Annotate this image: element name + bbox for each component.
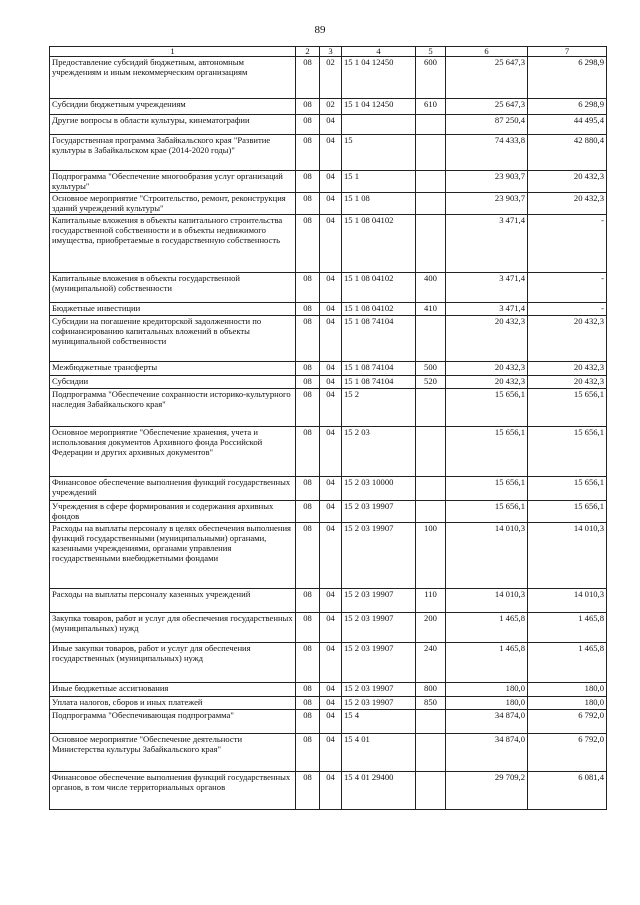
target-article-cell: 15 2 03 <box>342 427 416 477</box>
target-article-cell: 15 <box>342 135 416 171</box>
section-code-cell: 08 <box>296 523 320 589</box>
row-name-cell: Подпрограмма "Обеспечение многообразия услуг организаций культуры" <box>50 171 296 193</box>
target-article-cell: 15 4 01 <box>342 734 416 772</box>
amount-2019-cell: 29 709,2 <box>446 772 528 810</box>
table-row <box>50 734 607 772</box>
target-article-cell: 15 2 03 19907 <box>342 523 416 589</box>
target-article-cell: 15 1 08 74104 <box>342 316 416 362</box>
expense-type-cell <box>416 171 446 193</box>
table-row <box>50 477 607 501</box>
table-row <box>50 171 607 193</box>
section-code-cell: 08 <box>296 697 320 710</box>
expense-type-cell <box>416 115 446 135</box>
amount-2019-cell: 3 471,4 <box>446 215 528 273</box>
row-name-cell: Подпрограмма "Обеспечивающая подпрограмма" <box>50 710 296 734</box>
section-code-cell: 08 <box>296 427 320 477</box>
target-article-cell: 15 1 08 74104 <box>342 376 416 389</box>
subsection-code-cell: 04 <box>320 193 342 215</box>
row-name-cell: Капитальные вложения в объекты капитального строительства государственной собственности и в объекты недвижимого имущества, приобретаемые в государственную собственность <box>50 215 296 273</box>
subsection-code-cell: 04 <box>320 589 342 613</box>
amount-2020-cell: 1 465,8 <box>528 643 607 683</box>
table-row <box>50 643 607 683</box>
subsection-code-cell: 04 <box>320 710 342 734</box>
expense-type-cell <box>416 427 446 477</box>
table-row <box>50 501 607 523</box>
table-row <box>50 193 607 215</box>
table-row <box>50 135 607 171</box>
table-row <box>50 589 607 613</box>
amount-2019-cell: 15 656,1 <box>446 477 528 501</box>
subsection-code-cell: 04 <box>320 427 342 477</box>
subsection-code-cell: 04 <box>320 362 342 376</box>
section-code-cell: 08 <box>296 316 320 362</box>
amount-2020-cell: 42 880,4 <box>528 135 607 171</box>
row-name-cell: Субсидии на погашение кредиторской задолженности по софинансированию капитальных вложений в объекты муниципальной собственности <box>50 316 296 362</box>
amount-2020-cell: 14 010,3 <box>528 523 607 589</box>
table-row <box>50 99 607 115</box>
table-row <box>50 273 607 303</box>
amount-2019-cell: 25 647,3 <box>446 57 528 99</box>
row-name-cell: Иные бюджетные ассигнования <box>50 683 296 697</box>
header-cell: 6 <box>446 47 528 57</box>
amount-2019-cell: 15 656,1 <box>446 427 528 477</box>
section-code-cell: 08 <box>296 171 320 193</box>
table-row <box>50 389 607 427</box>
target-article-cell: 15 2 03 19907 <box>342 589 416 613</box>
page-number: 89 <box>314 24 326 36</box>
subsection-code-cell: 04 <box>320 273 342 303</box>
amount-2019-cell: 14 010,3 <box>446 523 528 589</box>
expense-type-cell <box>416 316 446 362</box>
amount-2020-cell: 14 010,3 <box>528 589 607 613</box>
row-name-cell: Капитальные вложения в объекты государственной (муниципальной) собственности <box>50 273 296 303</box>
section-code-cell: 08 <box>296 643 320 683</box>
amount-2020-cell: 20 432,3 <box>528 376 607 389</box>
table-row <box>50 697 607 710</box>
amount-2020-cell: - <box>528 303 607 316</box>
amount-2020-cell: 6 792,0 <box>528 734 607 772</box>
subsection-code-cell: 04 <box>320 115 342 135</box>
amount-2019-cell: 180,0 <box>446 683 528 697</box>
section-code-cell: 08 <box>296 362 320 376</box>
amount-2019-cell: 1 465,8 <box>446 613 528 643</box>
row-name-cell: Субсидии бюджетным учреждениям <box>50 99 296 115</box>
header-cell: 1 <box>50 47 296 57</box>
row-name-cell: Расходы на выплаты персоналу казенных учреждений <box>50 589 296 613</box>
target-article-cell: 15 2 03 19907 <box>342 613 416 643</box>
table-row <box>50 57 607 99</box>
subsection-code-cell: 02 <box>320 99 342 115</box>
subsection-code-cell: 04 <box>320 477 342 501</box>
amount-2020-cell: 20 432,3 <box>528 316 607 362</box>
expense-type-cell <box>416 501 446 523</box>
amount-2020-cell: 180,0 <box>528 697 607 710</box>
table-row <box>50 523 607 589</box>
amount-2019-cell: 1 465,8 <box>446 643 528 683</box>
row-name-cell: Закупка товаров, работ и услуг для обеспечения государственных (муниципальных) нужд <box>50 613 296 643</box>
amount-2020-cell: 6 792,0 <box>528 710 607 734</box>
expense-type-cell: 240 <box>416 643 446 683</box>
amount-2019-cell: 20 432,3 <box>446 316 528 362</box>
subsection-code-cell: 04 <box>320 772 342 810</box>
subsection-code-cell: 04 <box>320 303 342 316</box>
target-article-cell: 15 4 <box>342 710 416 734</box>
expense-type-cell: 600 <box>416 57 446 99</box>
amount-2019-cell: 34 874,0 <box>446 734 528 772</box>
table-row <box>50 376 607 389</box>
amount-2019-cell: 23 903,7 <box>446 171 528 193</box>
subsection-code-cell: 04 <box>320 316 342 362</box>
amount-2020-cell: 1 465,8 <box>528 613 607 643</box>
amount-2019-cell: 3 471,4 <box>446 303 528 316</box>
table-row <box>50 115 607 135</box>
expense-type-cell <box>416 193 446 215</box>
expense-type-cell <box>416 734 446 772</box>
header-cell: 4 <box>342 47 416 57</box>
section-code-cell: 08 <box>296 710 320 734</box>
section-code-cell: 08 <box>296 683 320 697</box>
amount-2019-cell: 20 432,3 <box>446 362 528 376</box>
target-article-cell: 15 1 08 <box>342 193 416 215</box>
row-name-cell: Расходы на выплаты персоналу в целях обеспечения выполнения функций государственными (муниципальными) органами, казенными учреждениями, органами управления государственными внебюджетными фондами <box>50 523 296 589</box>
target-article-cell: 15 2 03 19907 <box>342 697 416 710</box>
target-article-cell: 15 1 04 12450 <box>342 57 416 99</box>
amount-2020-cell: 6 298,9 <box>528 99 607 115</box>
amount-2020-cell: 15 656,1 <box>528 427 607 477</box>
table-row <box>50 215 607 273</box>
row-name-cell: Учреждения в сфере формирования и содержания архивных фондов <box>50 501 296 523</box>
budget-table <box>49 46 607 810</box>
subsection-code-cell: 02 <box>320 57 342 99</box>
row-name-cell: Основное мероприятие "Строительство, ремонт, реконструкция зданий учреждений культуры" <box>50 193 296 215</box>
table-row <box>50 710 607 734</box>
subsection-code-cell: 04 <box>320 501 342 523</box>
expense-type-cell: 410 <box>416 303 446 316</box>
table-row <box>50 613 607 643</box>
row-name-cell: Бюджетные инвестиции <box>50 303 296 316</box>
section-code-cell: 08 <box>296 215 320 273</box>
expense-type-cell <box>416 710 446 734</box>
section-code-cell: 08 <box>296 57 320 99</box>
expense-type-cell: 500 <box>416 362 446 376</box>
expense-type-cell <box>416 135 446 171</box>
subsection-code-cell: 04 <box>320 523 342 589</box>
row-name-cell: Основное мероприятие "Обеспечение хранения, учета и использования документов Архивного фонда Российской Федерации и других архивных документов" <box>50 427 296 477</box>
expense-type-cell: 850 <box>416 697 446 710</box>
amount-2020-cell: 20 432,3 <box>528 362 607 376</box>
subsection-code-cell: 04 <box>320 215 342 273</box>
table-row <box>50 683 607 697</box>
amount-2020-cell: 6 081,4 <box>528 772 607 810</box>
target-article-cell: 15 4 01 29400 <box>342 772 416 810</box>
header-cell: 7 <box>528 47 607 57</box>
expense-type-cell: 200 <box>416 613 446 643</box>
section-code-cell: 08 <box>296 99 320 115</box>
row-name-cell: Другие вопросы в области культуры, кинематографии <box>50 115 296 135</box>
target-article-cell: 15 2 03 19907 <box>342 683 416 697</box>
amount-2020-cell: 15 656,1 <box>528 477 607 501</box>
expense-type-cell: 100 <box>416 523 446 589</box>
table-row <box>50 427 607 477</box>
table-row <box>50 303 607 316</box>
amount-2019-cell: 14 010,3 <box>446 589 528 613</box>
expense-type-cell: 520 <box>416 376 446 389</box>
amount-2020-cell: 6 298,9 <box>528 57 607 99</box>
subsection-code-cell: 04 <box>320 697 342 710</box>
row-name-cell: Финансовое обеспечение выполнения функций государственных органов, в том числе территориальных органов <box>50 772 296 810</box>
subsection-code-cell: 04 <box>320 376 342 389</box>
section-code-cell: 08 <box>296 135 320 171</box>
section-code-cell: 08 <box>296 303 320 316</box>
subsection-code-cell: 04 <box>320 171 342 193</box>
row-name-cell: Субсидии <box>50 376 296 389</box>
section-code-cell: 08 <box>296 115 320 135</box>
section-code-cell: 08 <box>296 389 320 427</box>
section-code-cell: 08 <box>296 734 320 772</box>
amount-2020-cell: 15 656,1 <box>528 501 607 523</box>
expense-type-cell <box>416 389 446 427</box>
subsection-code-cell: 04 <box>320 683 342 697</box>
row-name-cell: Межбюджетные трансферты <box>50 362 296 376</box>
section-code-cell: 08 <box>296 772 320 810</box>
target-article-cell: 15 1 <box>342 171 416 193</box>
row-name-cell: Уплата налогов, сборов и иных платежей <box>50 697 296 710</box>
amount-2020-cell: 20 432,3 <box>528 171 607 193</box>
row-name-cell: Финансовое обеспечение выполнения функций государственных учреждений <box>50 477 296 501</box>
amount-2019-cell: 15 656,1 <box>446 389 528 427</box>
expense-type-cell: 400 <box>416 273 446 303</box>
expense-type-cell: 800 <box>416 683 446 697</box>
amount-2019-cell: 25 647,3 <box>446 99 528 115</box>
subsection-code-cell: 04 <box>320 389 342 427</box>
target-article-cell: 15 1 08 04102 <box>342 215 416 273</box>
amount-2019-cell: 180,0 <box>446 697 528 710</box>
section-code-cell: 08 <box>296 273 320 303</box>
target-article-cell: 15 1 08 04102 <box>342 303 416 316</box>
amount-2019-cell: 74 433,8 <box>446 135 528 171</box>
row-name-cell: Иные закупки товаров, работ и услуг для обеспечения государственных (муниципальных) нужд <box>50 643 296 683</box>
row-name-cell: Подпрограмма "Обеспечение сохранности историко-культурного наследия Забайкальского края" <box>50 389 296 427</box>
amount-2020-cell: - <box>528 273 607 303</box>
section-code-cell: 08 <box>296 613 320 643</box>
table-row <box>50 316 607 362</box>
table-row <box>50 362 607 376</box>
section-code-cell: 08 <box>296 193 320 215</box>
row-name-cell: Основное мероприятие "Обеспечение деятельности Министерства культуры Забайкальского края" <box>50 734 296 772</box>
amount-2020-cell: 44 495,4 <box>528 115 607 135</box>
amount-2020-cell: 20 432,3 <box>528 193 607 215</box>
section-code-cell: 08 <box>296 477 320 501</box>
target-article-cell: 15 2 03 19907 <box>342 643 416 683</box>
subsection-code-cell: 04 <box>320 643 342 683</box>
row-name-cell: Государственная программа Забайкальского края "Развитие культуры в Забайкальском крае (2014-2020 годы)" <box>50 135 296 171</box>
target-article-cell: 15 2 <box>342 389 416 427</box>
amount-2019-cell: 15 656,1 <box>446 501 528 523</box>
amount-2019-cell: 23 903,7 <box>446 193 528 215</box>
amount-2019-cell: 20 432,3 <box>446 376 528 389</box>
header-row <box>50 47 607 57</box>
header-cell: 5 <box>416 47 446 57</box>
subsection-code-cell: 04 <box>320 135 342 171</box>
section-code-cell: 08 <box>296 589 320 613</box>
subsection-code-cell: 04 <box>320 613 342 643</box>
header-cell: 2 <box>296 47 320 57</box>
amount-2020-cell: 180,0 <box>528 683 607 697</box>
section-code-cell: 08 <box>296 501 320 523</box>
row-name-cell: Предоставление субсидий бюджетным, автономным учреждениям и иным некоммерческим организациям <box>50 57 296 99</box>
expense-type-cell <box>416 772 446 810</box>
target-article-cell: 15 1 08 04102 <box>342 273 416 303</box>
target-article-cell: 15 1 08 74104 <box>342 362 416 376</box>
expense-type-cell: 110 <box>416 589 446 613</box>
amount-2019-cell: 34 874,0 <box>446 710 528 734</box>
expense-type-cell: 610 <box>416 99 446 115</box>
amount-2020-cell: 15 656,1 <box>528 389 607 427</box>
target-article-cell: 15 2 03 19907 <box>342 501 416 523</box>
subsection-code-cell: 04 <box>320 734 342 772</box>
amount-2020-cell: - <box>528 215 607 273</box>
target-article-cell: 15 2 03 10000 <box>342 477 416 501</box>
table-row <box>50 772 607 810</box>
expense-type-cell <box>416 477 446 501</box>
header-cell: 3 <box>320 47 342 57</box>
section-code-cell: 08 <box>296 376 320 389</box>
expense-type-cell <box>416 215 446 273</box>
target-article-cell <box>342 115 416 135</box>
target-article-cell: 15 1 04 12450 <box>342 99 416 115</box>
amount-2019-cell: 3 471,4 <box>446 273 528 303</box>
amount-2019-cell: 87 250,4 <box>446 115 528 135</box>
